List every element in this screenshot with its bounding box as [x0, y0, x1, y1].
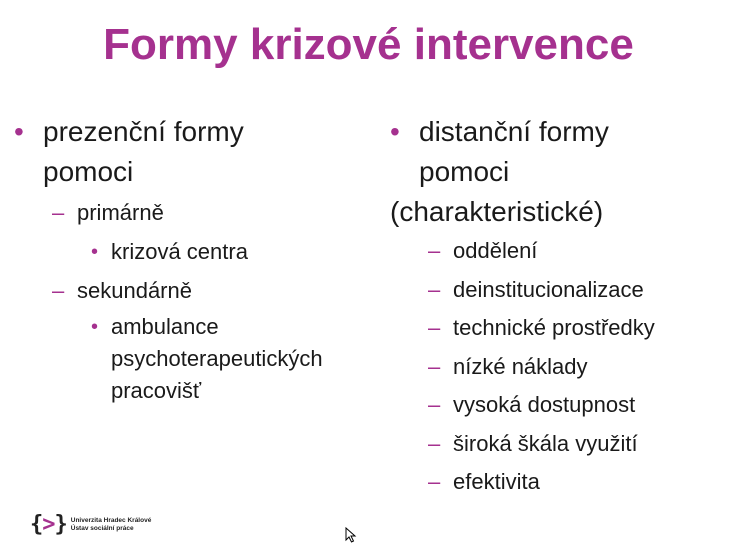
list-item [390, 232, 735, 271]
mouse-cursor-icon [345, 527, 357, 543]
item-vysoka-dostupnost: vysoká dostupnost [453, 392, 636, 417]
item-primarne: primárně [77, 200, 164, 225]
logo-line1: Univerzita Hradec Králové [70, 516, 152, 524]
list-item [14, 194, 384, 232]
item-deinstitucionalizace: deinstitucionalizace [453, 276, 644, 302]
list-item-continued [14, 343, 384, 375]
dash-icon: – [52, 200, 65, 225]
bullet-icon: • [390, 116, 400, 147]
right-heading-continued [390, 152, 735, 192]
logo-line2: Ústav sociální práce [70, 524, 134, 532]
dash-icon: – [428, 392, 441, 417]
item-pracovist: pracovišť [111, 378, 202, 403]
left-heading-line1: prezenční formy [43, 116, 244, 147]
list-item [390, 463, 735, 502]
item-psychoterapeutickych: psychoterapeutických [111, 346, 323, 371]
bullet-icon: • [91, 316, 99, 338]
logo-text [71, 517, 152, 533]
left-heading [14, 112, 384, 152]
list-item [14, 232, 384, 272]
dash-icon: – [428, 276, 441, 302]
list-item [14, 311, 384, 343]
bullet-icon: • [91, 241, 99, 263]
list-item [390, 348, 735, 387]
item-oddeleni: oddělení [453, 238, 538, 263]
logo-mark-icon: {>} [30, 512, 67, 537]
list-item [390, 386, 735, 425]
dash-icon: – [428, 353, 441, 379]
left-heading-continued [14, 152, 384, 192]
right-heading [390, 112, 735, 152]
university-logo [30, 512, 151, 537]
list-item [390, 309, 735, 348]
item-siroka-skala: široká škála využití [453, 430, 638, 456]
slide-title: Formy krizové intervence [103, 20, 634, 69]
right-column [390, 112, 735, 502]
dash-icon: – [428, 430, 441, 456]
list-item [14, 272, 384, 310]
dash-icon: – [428, 315, 441, 340]
item-ambulance: ambulance [111, 314, 219, 339]
dash-icon: – [428, 238, 441, 263]
list-item-continued [14, 375, 384, 407]
list-item [390, 271, 735, 310]
right-heading-line3: (charakteristické) [390, 196, 604, 227]
list-item [390, 425, 735, 464]
item-krizova-centra: krizová centra [111, 239, 248, 264]
right-heading-line1: distanční formy [419, 116, 609, 147]
dash-icon: – [428, 469, 441, 494]
item-sekundarne: sekundárně [77, 278, 192, 303]
item-technicke-prostredky: technické prostředky [453, 315, 655, 340]
left-heading-line2: pomoci [43, 156, 134, 187]
dash-icon: – [52, 278, 65, 303]
bullet-icon: • [14, 116, 24, 147]
item-nizke-naklady: nízké náklady [453, 353, 588, 379]
item-efektivita: efektivita [453, 469, 540, 494]
right-heading-characteristic [390, 192, 735, 232]
right-heading-line2: pomoci [419, 156, 510, 187]
left-column [14, 112, 384, 407]
